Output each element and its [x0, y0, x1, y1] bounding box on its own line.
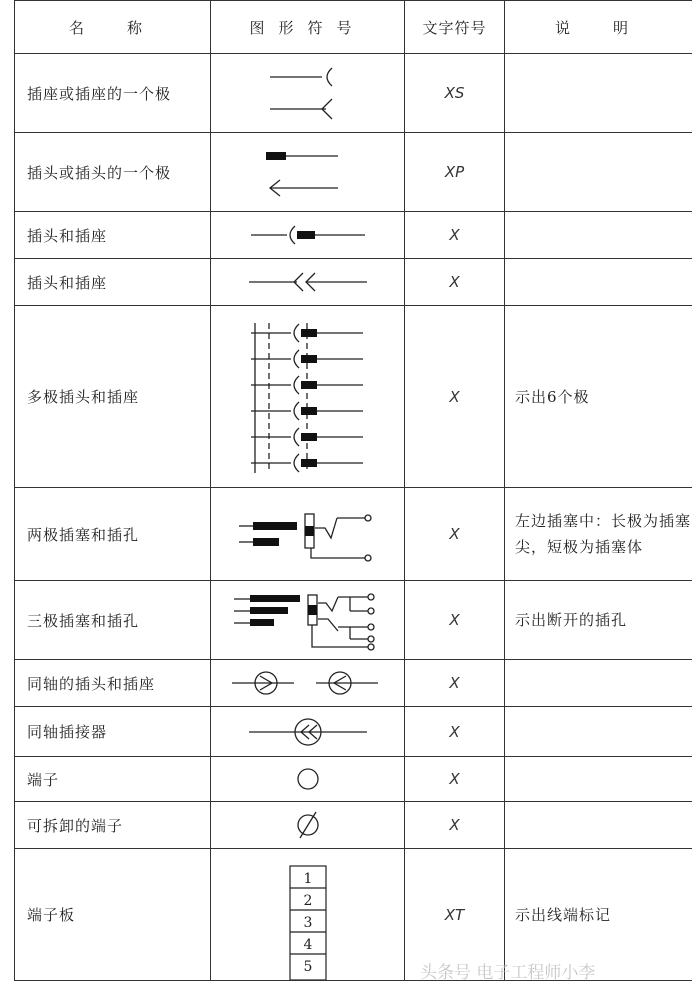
table-row [15, 488, 692, 581]
row-code: X [405, 488, 505, 581]
table-row [15, 259, 692, 306]
row-note [505, 133, 692, 212]
table-row [15, 802, 692, 849]
row-note: 示出6个极 [505, 306, 692, 488]
two-pole-jack-icon [233, 504, 383, 564]
row-name: 同轴插接器 [15, 707, 211, 757]
table-row [15, 133, 692, 212]
header-row [15, 1, 692, 54]
terminal-label: 1 [303, 871, 312, 887]
header-note: 说 明 [505, 1, 692, 54]
row-name: 三极插塞和插孔 [15, 581, 211, 660]
row-code: X [405, 802, 505, 849]
coaxial-connector-icon [243, 716, 373, 748]
terminal-label: 5 [303, 959, 312, 975]
row-name: 插头和插座 [15, 259, 211, 306]
table-row [15, 54, 692, 133]
row-code: XP [405, 133, 505, 212]
row-note [505, 212, 692, 259]
terminal-label: 4 [303, 937, 312, 953]
table-row [15, 212, 692, 259]
symbol-table [14, 0, 692, 981]
row-note: 示出线端标记 [505, 849, 692, 981]
watermark: 头条号 电子工程师小李 [420, 958, 595, 983]
row-code: X [405, 306, 505, 488]
socket-pole-icon [248, 61, 368, 125]
row-name: 同轴的插头和插座 [15, 660, 211, 707]
row-code: XT [405, 849, 505, 981]
row-name: 可拆卸的端子 [15, 802, 211, 849]
table-row [15, 757, 692, 802]
row-note [505, 259, 692, 306]
plug-pole-icon [248, 140, 368, 204]
row-code: X [405, 660, 505, 707]
row-name: 多极插头和插座 [15, 306, 211, 488]
row-code: X [405, 212, 505, 259]
table-row [15, 581, 692, 660]
row-code: X [405, 259, 505, 306]
coaxial-plug-socket-icon [228, 667, 388, 699]
row-note [505, 54, 692, 133]
row-code: XS [405, 54, 505, 133]
row-note: 示出断开的插孔 [505, 581, 692, 660]
header-symbol: 图形符号 [211, 1, 405, 54]
header-code: 文字符号 [405, 1, 505, 54]
row-name: 插头和插座 [15, 212, 211, 259]
row-note [505, 802, 692, 849]
terminal-label: 3 [303, 915, 312, 931]
table-row [15, 707, 692, 757]
plug-and-socket-icon [243, 220, 373, 250]
three-pole-jack-icon [228, 587, 388, 653]
terminal-board-icon [288, 864, 328, 980]
row-name: 插座或插座的一个极 [15, 54, 211, 133]
row-note: 左边插塞中：长极为插塞尖，短极为插塞体 [505, 488, 692, 581]
row-name: 两极插塞和插孔 [15, 488, 211, 581]
row-name: 插头或插头的一个极 [15, 133, 211, 212]
row-code: X [405, 757, 505, 802]
terminal-icon [288, 764, 328, 794]
row-note [505, 757, 692, 802]
table-row [15, 660, 692, 707]
plug-and-socket-alt-icon [243, 267, 373, 297]
header-name: 名 称 [15, 1, 211, 54]
removable-terminal-icon [288, 809, 328, 841]
row-code: X [405, 581, 505, 660]
row-note [505, 707, 692, 757]
terminal-label: 2 [303, 893, 312, 909]
row-note [505, 660, 692, 707]
multipole-plug-socket-icon [243, 317, 373, 477]
row-code: X [405, 707, 505, 757]
row-name: 端子 [15, 757, 211, 802]
table-row [15, 306, 692, 488]
row-name: 端子板 [15, 849, 211, 981]
